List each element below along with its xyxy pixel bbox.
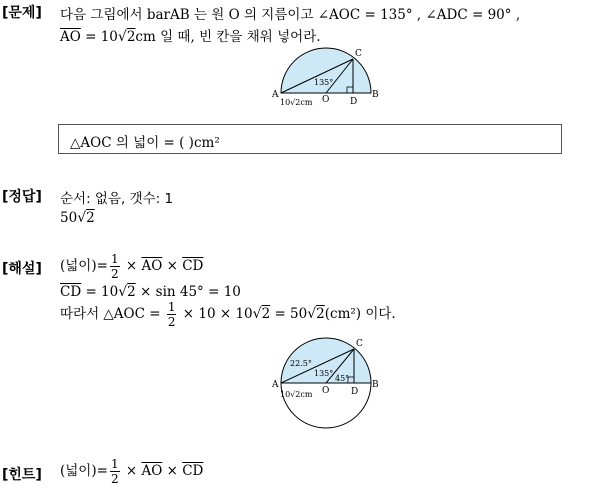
fraction-half: $\frac{1}{2}$	[167, 300, 176, 329]
segment-ao: $\overline{AO}$	[141, 463, 163, 479]
segment-cd: $\overline{CD}$	[182, 463, 204, 479]
fraction-half: $\frac{1}{2}$	[110, 457, 119, 486]
sqrt-arg: 2	[261, 306, 271, 322]
label-c: C	[355, 49, 362, 59]
answer-box-text: △AOC 의 넓이 = ( )cm²	[70, 135, 220, 151]
sqrt: √2	[307, 306, 325, 322]
label-a: A	[272, 380, 279, 390]
label-angle-1: 22.5°	[290, 359, 312, 368]
eq-text: × sin 45° = 10	[135, 284, 241, 300]
label-angle-3: 45°	[335, 374, 350, 383]
sqrt: √2	[118, 284, 136, 300]
label-b: B	[372, 380, 379, 390]
solution-line-2	[60, 284, 241, 300]
eq-text: = 10	[80, 29, 118, 45]
label-base: 10√2cm	[280, 390, 313, 399]
times: ×	[121, 258, 142, 274]
sqrt: √2	[117, 29, 136, 45]
answer-line-2	[60, 210, 95, 226]
solution-tag: [해설]	[2, 261, 42, 277]
label-base: 10√2cm	[280, 98, 313, 107]
problem-line-2	[60, 25, 321, 45]
sqrt-arg: 2	[127, 284, 136, 300]
label-a: A	[272, 90, 279, 100]
label-angle-2: 135°	[314, 369, 334, 378]
sqrt-arg: 2	[126, 29, 136, 45]
eq-text: (cm²) 이다.	[324, 306, 396, 322]
sqrt-arg: 2	[316, 306, 325, 322]
times: ×	[162, 258, 183, 274]
hint-tag: [힌트]	[2, 467, 42, 483]
hint-line	[60, 458, 203, 485]
eq-text: = 50	[270, 306, 308, 322]
solution-line-3	[60, 301, 396, 328]
label-d: D	[351, 387, 359, 397]
fraction-half: $\frac{1}{2}$	[110, 252, 119, 281]
label-angle: 135°	[314, 78, 334, 87]
segment-ao: $\overline{AO}$	[141, 258, 163, 274]
segment-cd: $\overline{CD}$	[182, 258, 204, 274]
problem-line-2-rest: cm 일 때, 빈 칸을 채워 넣어라.	[135, 29, 321, 45]
eq-text: = 10	[81, 284, 119, 300]
solution-line-1	[60, 253, 203, 280]
segment-cd: $\overline{CD}$	[60, 284, 82, 300]
circle-figure-2	[266, 334, 382, 430]
label-o: O	[322, 95, 330, 105]
segment-ao: $\overline{AO}$	[60, 29, 81, 45]
times: ×	[162, 463, 183, 479]
sqrt-arg: 2	[86, 210, 95, 226]
times: ×	[121, 463, 142, 479]
therefore-text: 따라서 △AOC =	[60, 306, 165, 322]
sqrt: √2	[252, 306, 271, 322]
label-o: O	[322, 386, 330, 396]
label-c: C	[356, 339, 363, 349]
answer-coef: 50	[60, 210, 78, 226]
eq-text: × 10 × 10	[178, 306, 253, 322]
answer-tag: [정답]	[2, 189, 42, 205]
problem-line-1: 다음 그림에서 barAB 는 원 O 의 지름이고 ∠AOC = 135° , ∠ADC = 90° ,	[60, 7, 521, 23]
area-label: (넓이)=	[60, 258, 108, 274]
area-label: (넓이)=	[60, 463, 108, 479]
label-d: D	[350, 97, 358, 107]
sqrt: √2	[77, 210, 95, 226]
problem-tag: [문제]	[2, 5, 42, 21]
answer-line-1: 순서: 없음, 갯수: 1	[60, 191, 174, 207]
label-b: B	[372, 90, 379, 100]
semicircle-figure-1	[266, 46, 382, 108]
